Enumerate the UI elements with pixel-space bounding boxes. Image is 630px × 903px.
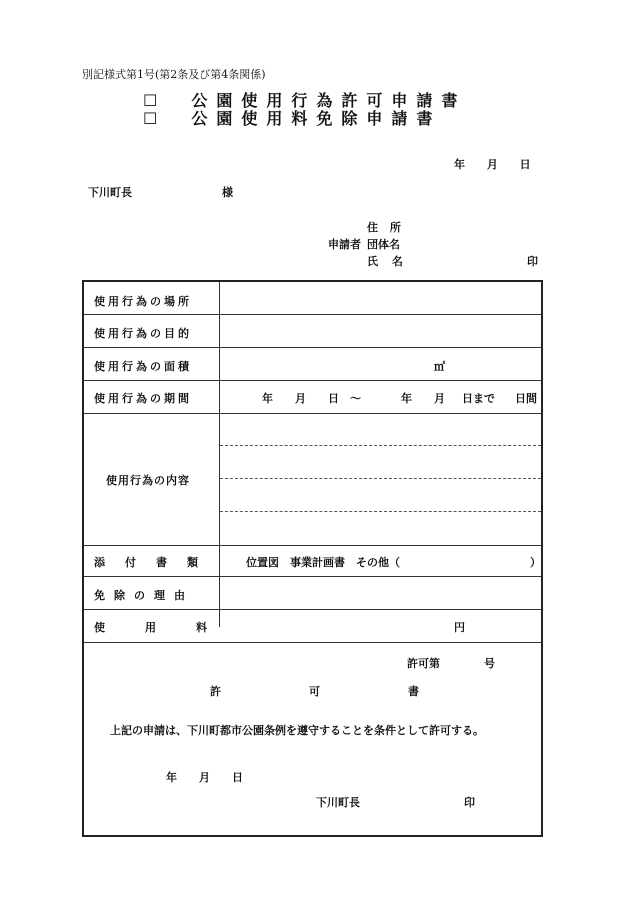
attachments-label: 添付書類 — [94, 556, 218, 569]
addressee-suffix: 様 — [222, 186, 233, 199]
form-reference: 別記様式第1号(第2条及び第4条関係) — [82, 68, 266, 81]
row-divider — [84, 380, 541, 381]
content-line — [220, 511, 541, 512]
address-label: 住 所 — [367, 221, 401, 234]
title-fee-exemption-application: ☐ 公園使用料免除申請書 — [143, 109, 442, 128]
period-label: 使用行為の期間 — [94, 392, 192, 405]
fee-label: 使用料 — [94, 621, 247, 634]
area-unit: ㎡ — [434, 360, 445, 373]
period-start: 年 月 日 〜 — [262, 392, 361, 405]
row-divider — [84, 545, 541, 546]
content-label: 使用行為の内容 — [106, 474, 190, 487]
row-divider — [84, 642, 541, 643]
area-label: 使用行為の面積 — [94, 360, 192, 373]
permit-statement: 上記の申請は、下川町都市公園条例を遵守することを条件として許可する。 — [110, 724, 484, 737]
permit-number: 許可第 号 — [407, 657, 495, 670]
exemption-reason-label: 免除の理由 — [94, 589, 194, 602]
fee-unit: 円 — [454, 621, 465, 634]
row-divider — [84, 576, 541, 577]
attachments-close: ） — [530, 556, 541, 569]
row-divider — [84, 413, 541, 414]
application-date: 年 月 日 — [454, 158, 531, 171]
row-divider — [84, 314, 541, 315]
addressee: 下川町長 — [88, 186, 132, 199]
content-line — [220, 445, 541, 446]
period-end: 年 月 — [401, 392, 445, 405]
purpose-label: 使用行為の目的 — [94, 327, 192, 340]
applicant-seal: 印 — [527, 255, 538, 268]
applicant-label: 申請者 — [328, 238, 361, 251]
name-label: 氏 名 — [367, 255, 403, 268]
period-days: 日間 — [515, 392, 537, 405]
permit-issuer: 下川町長 — [316, 796, 360, 809]
permit-seal: 印 — [464, 796, 475, 809]
application-form-table — [82, 280, 543, 837]
permit-date: 年 月 日 — [166, 771, 243, 784]
organization-label: 団体名 — [367, 238, 400, 251]
row-divider — [84, 609, 541, 610]
period-until: 日まで — [462, 392, 495, 405]
content-line — [220, 478, 541, 479]
place-label: 使用行為の場所 — [94, 295, 192, 308]
attachments-value: 位置図 事業計画書 その他（ — [246, 556, 400, 569]
title-permit-application: ☐ 公園使用行為許可申請書 — [143, 91, 467, 110]
row-divider — [84, 347, 541, 348]
permit-title: 許 可 書 — [210, 685, 419, 698]
